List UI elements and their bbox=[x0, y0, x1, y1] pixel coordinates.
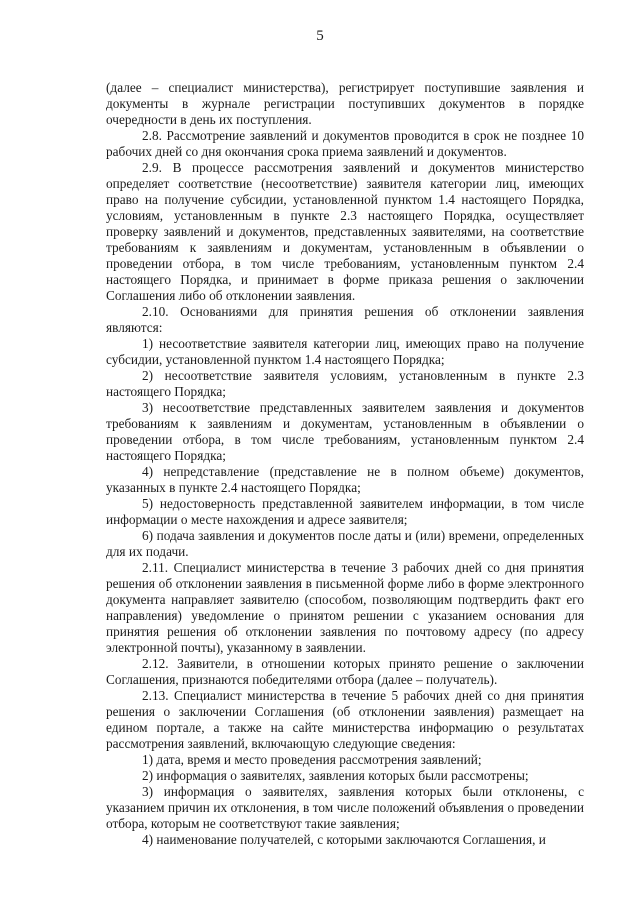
text-line: указанием причин их отклонения, в том числе положений объявления о проведении bbox=[106, 800, 584, 815]
text-line: определяет соответствие (несоответствие) заявителя категории лиц, имеющих bbox=[106, 176, 584, 191]
paragraph bbox=[106, 656, 584, 688]
text-line: едином портале, а также на сайте министерства информацию о результатах bbox=[106, 720, 584, 735]
text-line: 1) несоответствие заявителя категории лиц, имеющих право на получение bbox=[142, 336, 584, 351]
paragraph bbox=[106, 528, 584, 560]
text-line: принятия решения об отклонении заявления по почтовому адресу (по адресу bbox=[106, 624, 584, 639]
text-line: 2.9. В процессе рассмотрения заявлений и документов министерство bbox=[142, 160, 584, 175]
text-line: очередности в день их поступления. bbox=[106, 112, 312, 127]
text-line: 3) информация о заявителях, заявления которых были отклонены, с bbox=[142, 784, 584, 799]
text-line: условиям, установленным в пункте 2.3 настоящего Порядка, осуществляет bbox=[106, 208, 584, 223]
text-line: для их подачи. bbox=[106, 544, 189, 559]
text-line: 5) недостоверность представленной заявителем информации, в том числе bbox=[142, 496, 584, 511]
text-line: 1) дата, время и место проведения рассмотрения заявлений; bbox=[142, 752, 482, 767]
text-line: право на получение субсидии, установленной пунктом 1.4 настоящего Порядка, bbox=[106, 192, 584, 207]
text-line: проведении отбора, в том числе требованиям, установленным пунктом 2.4 bbox=[106, 256, 584, 271]
paragraph bbox=[106, 304, 584, 336]
paragraph bbox=[106, 768, 584, 784]
text-line: решения об отклонении заявления в письменной форме либо в форме электронного bbox=[106, 576, 584, 591]
paragraph bbox=[106, 128, 584, 160]
paragraph bbox=[106, 336, 584, 368]
text-line: отбора, которым не соответствуют такие заявления; bbox=[106, 816, 400, 831]
text-line: требованиям к заявлениям и документам, установленным в объявлении о bbox=[106, 416, 584, 431]
text-line: указанных в пункте 2.4 настоящего Порядка; bbox=[106, 480, 361, 495]
text-line: документы в журнале регистрации поступивших документов в порядке bbox=[106, 96, 584, 111]
paragraph bbox=[106, 80, 584, 128]
text-line: (далее – специалист министерства), регистрирует поступившие заявления и bbox=[106, 80, 584, 95]
text-line: 2.13. Специалист министерства в течение 5 рабочих дней со дня принятия bbox=[142, 688, 584, 703]
text-line: направления) уведомление о принятом решении с указанием основания для bbox=[106, 608, 584, 623]
paragraph bbox=[106, 832, 584, 848]
text-line: настоящего Порядка; bbox=[106, 448, 226, 463]
text-line: настоящего Порядка, и принимает в форме приказа решения о заключении bbox=[106, 272, 584, 287]
paragraph bbox=[106, 560, 584, 656]
paragraph bbox=[106, 400, 584, 464]
paragraph bbox=[106, 368, 584, 400]
text-line: 6) подача заявления и документов после даты и (или) времени, определенных bbox=[142, 528, 584, 543]
text-line: 2.12. Заявители, в отношении которых принято решение о заключении bbox=[142, 656, 584, 671]
text-line: 4) наименование получателей, с которыми заключаются Соглашения, и bbox=[142, 832, 546, 847]
text-line: 2) информация о заявителях, заявления которых были рассмотрены; bbox=[142, 768, 529, 783]
text-line: 4) непредставление (представление не в полном объеме) документов, bbox=[142, 464, 584, 479]
text-line: проведении отбора, в том числе требованиям, установленным пунктом 2.4 bbox=[106, 432, 584, 447]
text-line: документа направляет заявителю (способом, позволяющим подтвердить факт его bbox=[106, 592, 584, 607]
text-line: проверку заявлений и документов, представленных заявителями, на соответствие bbox=[106, 224, 584, 239]
text-line: являются: bbox=[106, 320, 163, 335]
text-line: 2) несоответствие заявителя условиям, установленным в пункте 2.3 bbox=[142, 368, 584, 383]
text-line: электронной почты), указанному в заявлении. bbox=[106, 640, 366, 655]
text-line: 2.8. Рассмотрение заявлений и документов проводится в срок не позднее 10 bbox=[142, 128, 584, 143]
text-line: субсидии, установленной пунктом 1.4 настоящего Порядка; bbox=[106, 352, 445, 367]
text-line: рабочих дней со дня окончания срока приема заявлений и документов. bbox=[106, 144, 507, 159]
text-line: 2.11. Специалист министерства в течение 3 рабочих дней со дня принятия bbox=[142, 560, 584, 575]
text-line: 2.10. Основаниями для принятия решения об отклонении заявления bbox=[142, 304, 584, 319]
text-line: решения о заключении Соглашения (об отклонении заявления) размещает на bbox=[106, 704, 584, 719]
paragraph bbox=[106, 160, 584, 304]
text-line: требованиям к заявлениям и документам, установленным в объявлении о bbox=[106, 240, 584, 255]
paragraph bbox=[106, 464, 584, 496]
text-line: 3) несоответствие представленных заявителем заявления и документов bbox=[142, 400, 584, 415]
page-number: 5 bbox=[316, 28, 324, 44]
text-line: Соглашения, признаются победителями отбора (далее – получатель). bbox=[106, 672, 498, 687]
text-line: информации о месте нахождения и адресе заявителя; bbox=[106, 512, 408, 527]
text-line: Соглашения либо об отклонении заявления. bbox=[106, 288, 356, 303]
paragraph bbox=[106, 496, 584, 528]
paragraph bbox=[106, 688, 584, 752]
document-body bbox=[106, 80, 584, 848]
text-line: настоящего Порядка; bbox=[106, 384, 226, 399]
paragraph bbox=[106, 752, 584, 768]
paragraph bbox=[106, 784, 584, 832]
text-line: рассмотрения заявлений, включающую следующие сведения: bbox=[106, 736, 456, 751]
